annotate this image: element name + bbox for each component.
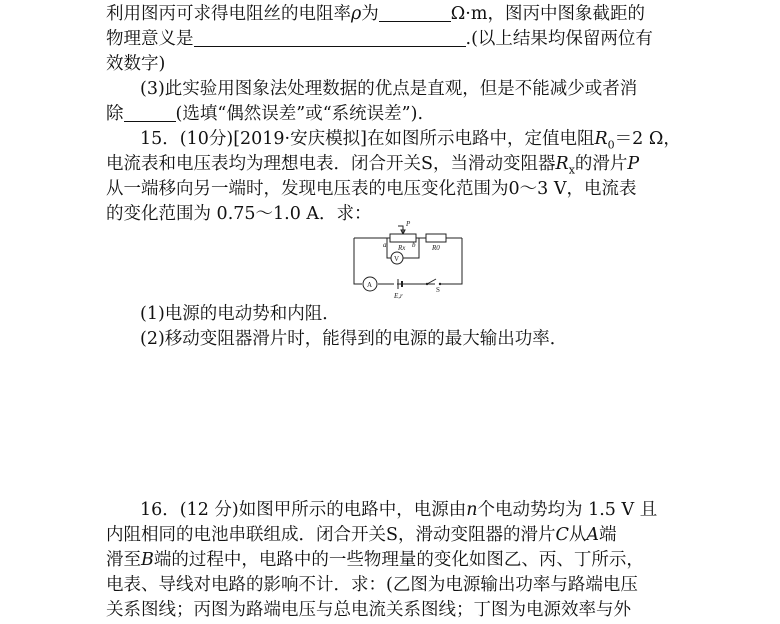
text-segment: 为 — [361, 4, 379, 24]
text-segment: 电流表和电压表均为理想电表．闭合开关S，当滑动变阻器 — [106, 154, 556, 174]
text-segment: 15．(10分)[2019·安庆模拟]在如图所示电路中，定值电阻 — [140, 129, 595, 149]
q16-line-1 — [140, 498, 657, 522]
subscript: x — [568, 163, 575, 177]
switch-contact — [426, 283, 428, 285]
rx-symbol: R — [555, 154, 569, 174]
prev-q-part3-line-2 — [106, 102, 423, 126]
prev-q-line-2 — [106, 27, 653, 51]
text-segment: 利用图丙可求得电阻丝的电阻率 — [106, 4, 351, 24]
circuit-diagram — [350, 220, 470, 302]
resistor-r0 — [426, 234, 446, 242]
text-segment: 滑至 — [106, 550, 141, 570]
b-symbol: B — [141, 550, 154, 570]
label-r0: R0 — [432, 244, 440, 252]
rho-symbol: ρ — [351, 4, 362, 24]
label-s: S — [436, 286, 440, 294]
wire-bottom-right — [440, 238, 462, 284]
n-symbol: n — [466, 500, 478, 520]
label-er: E,r — [394, 292, 403, 300]
c-symbol: C — [555, 525, 569, 545]
q16-line-4: 电表、导线对电路的影响不计．求：(乙图为电源输出功率与路端电压 — [106, 575, 638, 595]
label-a-meter: A — [367, 281, 373, 289]
text-segment: .(以上结果均保留两位有 — [465, 29, 653, 49]
subscript: 0 — [607, 138, 615, 152]
text-segment: ＝2 Ω， — [614, 129, 681, 149]
q16-line-3 — [106, 548, 644, 572]
q15-line-3: 从一端移向另一端时，发现电压表的电压变化范围为0～3 V，电流表 — [106, 179, 637, 199]
text-segment: Ω·m，图丙中图象截距的 — [450, 4, 645, 24]
text-segment: (选填“偶然误差”或“系统误差”). — [175, 104, 424, 124]
text-segment: 内阻相同的电池串联组成．闭合开关S，滑动变阻器的滑片 — [106, 525, 556, 545]
text-segment: 从 — [568, 525, 587, 545]
text-segment: 除 — [106, 104, 124, 124]
label-v: V — [394, 255, 400, 263]
label-a: a — [383, 241, 387, 249]
q15-line-4: 的变化范围为 0.75～1.0 A．求： — [106, 204, 372, 224]
prev-q-part3-line-1: (3)此实验用图象法处理数据的优点是直观，但是不能减少或者消 — [140, 79, 638, 99]
text-segment: 的滑片 — [574, 154, 628, 174]
answer-blank — [194, 28, 466, 47]
q16-line-2 — [106, 523, 617, 547]
label-b: b — [412, 241, 416, 249]
q15-part-1: (1)电源的电动势和内阻． — [140, 304, 340, 324]
voltmeter-wire-right — [403, 238, 419, 258]
text-segment: 端的过程中，电路中的一些物理量的变化如图乙、丙、丁所示， — [153, 550, 644, 570]
text-segment: 16．(12 分)如图甲所示的电路中，电源由 — [140, 500, 467, 520]
label-rx: Rx — [398, 244, 406, 252]
r0-symbol: R — [594, 129, 608, 149]
switch-blade — [427, 279, 436, 284]
answer-blank — [124, 103, 176, 122]
q16-line-5: 关系图线；丙图为路端电压与总电流关系图线；丁图为电源效率与外 — [106, 600, 631, 620]
label-p: P — [406, 220, 411, 228]
wire-left — [354, 238, 362, 284]
p-symbol: P — [627, 154, 640, 174]
q15-part-2: (2)移动变阻器滑片时，能得到的电源的最大输出功率． — [140, 329, 568, 349]
text-segment: 物理意义是 — [106, 29, 194, 49]
prev-q-line-1 — [106, 2, 645, 26]
prev-q-line-3: 效数字) — [106, 54, 166, 74]
answer-blank — [379, 3, 451, 22]
text-segment: 端 — [599, 525, 617, 545]
a-symbol: A — [586, 525, 600, 545]
switch-contact — [439, 283, 441, 285]
text-segment: 个电动势均为 1.5 V 且 — [477, 500, 658, 520]
